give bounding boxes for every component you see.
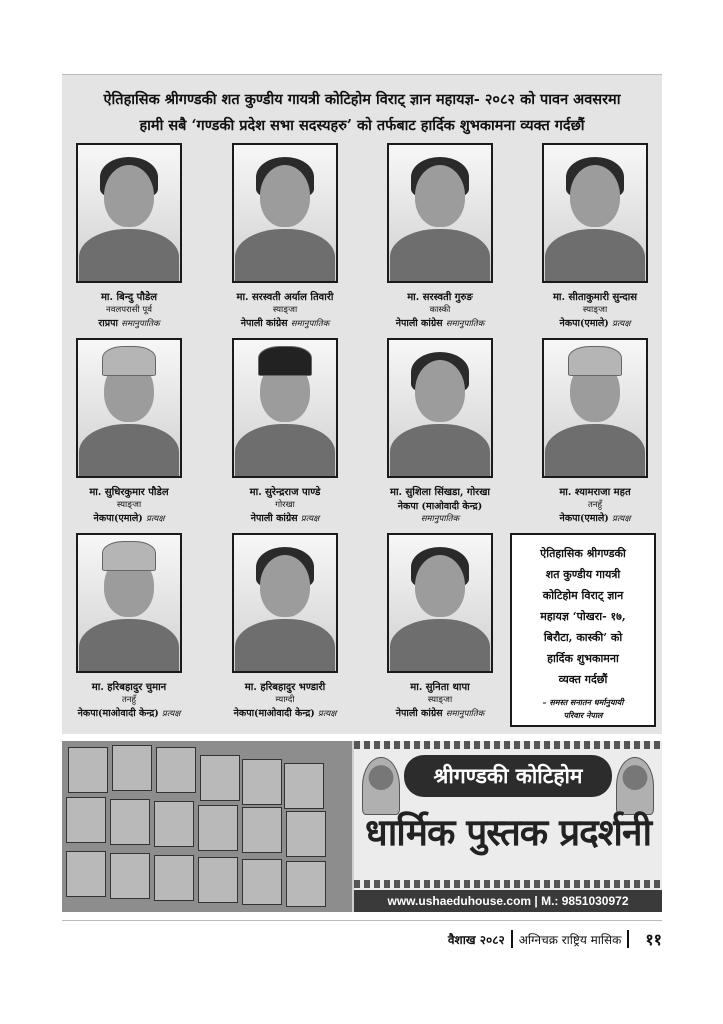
member-photo bbox=[76, 143, 182, 283]
exhibition-subtitle: धार्मिक पुस्तक प्रदर्शनी bbox=[364, 810, 652, 854]
member-type: समानुपातिक bbox=[420, 514, 460, 524]
member-party: नेकपा(एमाले) प्रत्यक्ष bbox=[93, 513, 165, 524]
member-photo bbox=[542, 143, 648, 283]
member-card bbox=[370, 338, 510, 524]
header-line-2: हामी सबै ‘गण्डकी प्रदेश सभा सदस्यहरु’ को तर्फबाट हार्दिक शुभकामना व्यक्त गर्दछौं bbox=[139, 117, 585, 134]
member-district: कास्की bbox=[429, 305, 451, 315]
magazine-name: अग्निचक्र राष्ट्रिय मासिक bbox=[518, 932, 622, 947]
member-name: मा. सरस्वती गुरुङ bbox=[407, 292, 473, 303]
member-card bbox=[59, 143, 199, 329]
member-district: स्याङ्जा bbox=[582, 305, 608, 315]
greeting-line: ऐतिहासिक श्रीगण्डकी bbox=[540, 547, 626, 560]
member-photo bbox=[387, 338, 493, 478]
member-party: नेकपा(एमाले) प्रत्यक्ष bbox=[559, 318, 631, 329]
member-party: राप्रपा समानुपातिक bbox=[98, 318, 160, 329]
member-photo bbox=[542, 338, 648, 478]
footer-separator bbox=[511, 930, 513, 948]
member-card bbox=[525, 143, 665, 329]
member-photo bbox=[232, 143, 338, 283]
member-party: नेकपा(माओवादी केन्द्र) प्रत्यक्ष bbox=[233, 708, 337, 719]
member-party: नेपाली कांग्रेस समानुपातिक bbox=[395, 318, 485, 329]
member-name: मा. सुरेन्द्रराज पाण्डे bbox=[249, 487, 321, 498]
member-card bbox=[525, 338, 665, 524]
member-photo bbox=[387, 533, 493, 673]
greeting-line: शत कुण्डीय गायत्री bbox=[545, 568, 621, 581]
member-card bbox=[215, 143, 355, 329]
greeting-line: व्यक्त गर्दछौं bbox=[558, 673, 608, 686]
member-card bbox=[215, 533, 355, 719]
books-photo bbox=[62, 741, 352, 912]
greeting-signature: – समस्त सनातन धर्मानुयायी परिवार नेपाल bbox=[542, 698, 624, 720]
greeting-box bbox=[510, 533, 656, 727]
member-photo bbox=[232, 533, 338, 673]
member-photo bbox=[76, 533, 182, 673]
footer-separator bbox=[627, 930, 629, 948]
member-name: मा. सीताकुमारी सुन्दास bbox=[552, 292, 638, 303]
member-name: मा. सुशिला सिंखडा, गोरखा bbox=[389, 487, 491, 498]
issue-date: वैशाख २०८२ bbox=[447, 932, 505, 947]
member-district: म्याग्दी bbox=[275, 695, 295, 705]
member-party: नेकपा(माओवादी केन्द्र) प्रत्यक्ष bbox=[77, 708, 181, 719]
greeting-panel bbox=[62, 74, 662, 734]
member-party: नेकपा(एमाले) प्रत्यक्ष bbox=[559, 513, 631, 524]
member-district: तनहुँ bbox=[587, 500, 603, 510]
member-name: मा. सुधिरकुमार पौडेल bbox=[89, 487, 169, 498]
greeting-line: कोटिहोम विराट् ज्ञान bbox=[542, 589, 624, 602]
member-name: मा. हरिबहादुर चुमान bbox=[91, 682, 167, 693]
member-district: स्याङ्जा bbox=[116, 500, 142, 510]
member-district: तनहुँ bbox=[121, 695, 137, 705]
member-photo bbox=[232, 338, 338, 478]
member-name: मा. बिन्दु पौडेल bbox=[100, 292, 158, 303]
greeting-line: हार्दिक शुभकामना bbox=[547, 652, 619, 665]
member-district: स्याङ्जा bbox=[427, 695, 453, 705]
page-number: ११ bbox=[645, 930, 662, 949]
member-name: मा. श्यामराजा महत bbox=[559, 487, 631, 498]
footer-divider bbox=[62, 920, 662, 921]
member-district: स्याङ्जा bbox=[272, 305, 298, 315]
book-exhibition-banner bbox=[62, 741, 662, 912]
member-card bbox=[59, 338, 199, 524]
greeting-line: बिरौटा, कास्की’ को bbox=[543, 631, 623, 644]
member-card bbox=[370, 533, 510, 719]
ornament-border bbox=[354, 880, 662, 888]
ornament-border bbox=[354, 741, 662, 749]
member-card bbox=[59, 533, 199, 719]
contact-strip: www.ushaeduhouse.com | M.: 9851030972 bbox=[354, 890, 662, 912]
member-card bbox=[370, 143, 510, 329]
member-district: गोरखा bbox=[275, 500, 295, 510]
member-name: मा. सुनिता थापा bbox=[410, 682, 470, 693]
member-name: मा. हरिबहादुर भण्डारी bbox=[244, 682, 326, 693]
greeting-line: महायज्ञ ‘पोखरा- १७, bbox=[540, 610, 626, 623]
member-party: नेकपा (माओवादी केन्द्र) bbox=[397, 501, 483, 512]
exhibition-sign bbox=[354, 741, 662, 912]
member-district: नवलपरासी पूर्व bbox=[106, 305, 152, 315]
header-line-1: ऐतिहासिक श्रीगण्डकी शत कुण्डीय गायत्री कोटिहोम विराट् ज्ञान महायज्ञ- २०८२ को पावन अवसरमा bbox=[103, 91, 621, 108]
member-photo bbox=[387, 143, 493, 283]
exhibition-title: श्रीगण्डकी कोटिहोम bbox=[404, 755, 612, 797]
page-footer bbox=[390, 927, 662, 951]
member-party: नेपाली कांग्रेस समानुपातिक bbox=[240, 318, 330, 329]
member-party: नेपाली कांग्रेस प्रत्यक्ष bbox=[250, 513, 320, 524]
member-name: मा. सरस्वती अर्याल तिवारी bbox=[236, 292, 334, 303]
member-party: नेपाली कांग्रेस समानुपातिक bbox=[395, 708, 485, 719]
member-photo bbox=[76, 338, 182, 478]
member-card bbox=[215, 338, 355, 524]
